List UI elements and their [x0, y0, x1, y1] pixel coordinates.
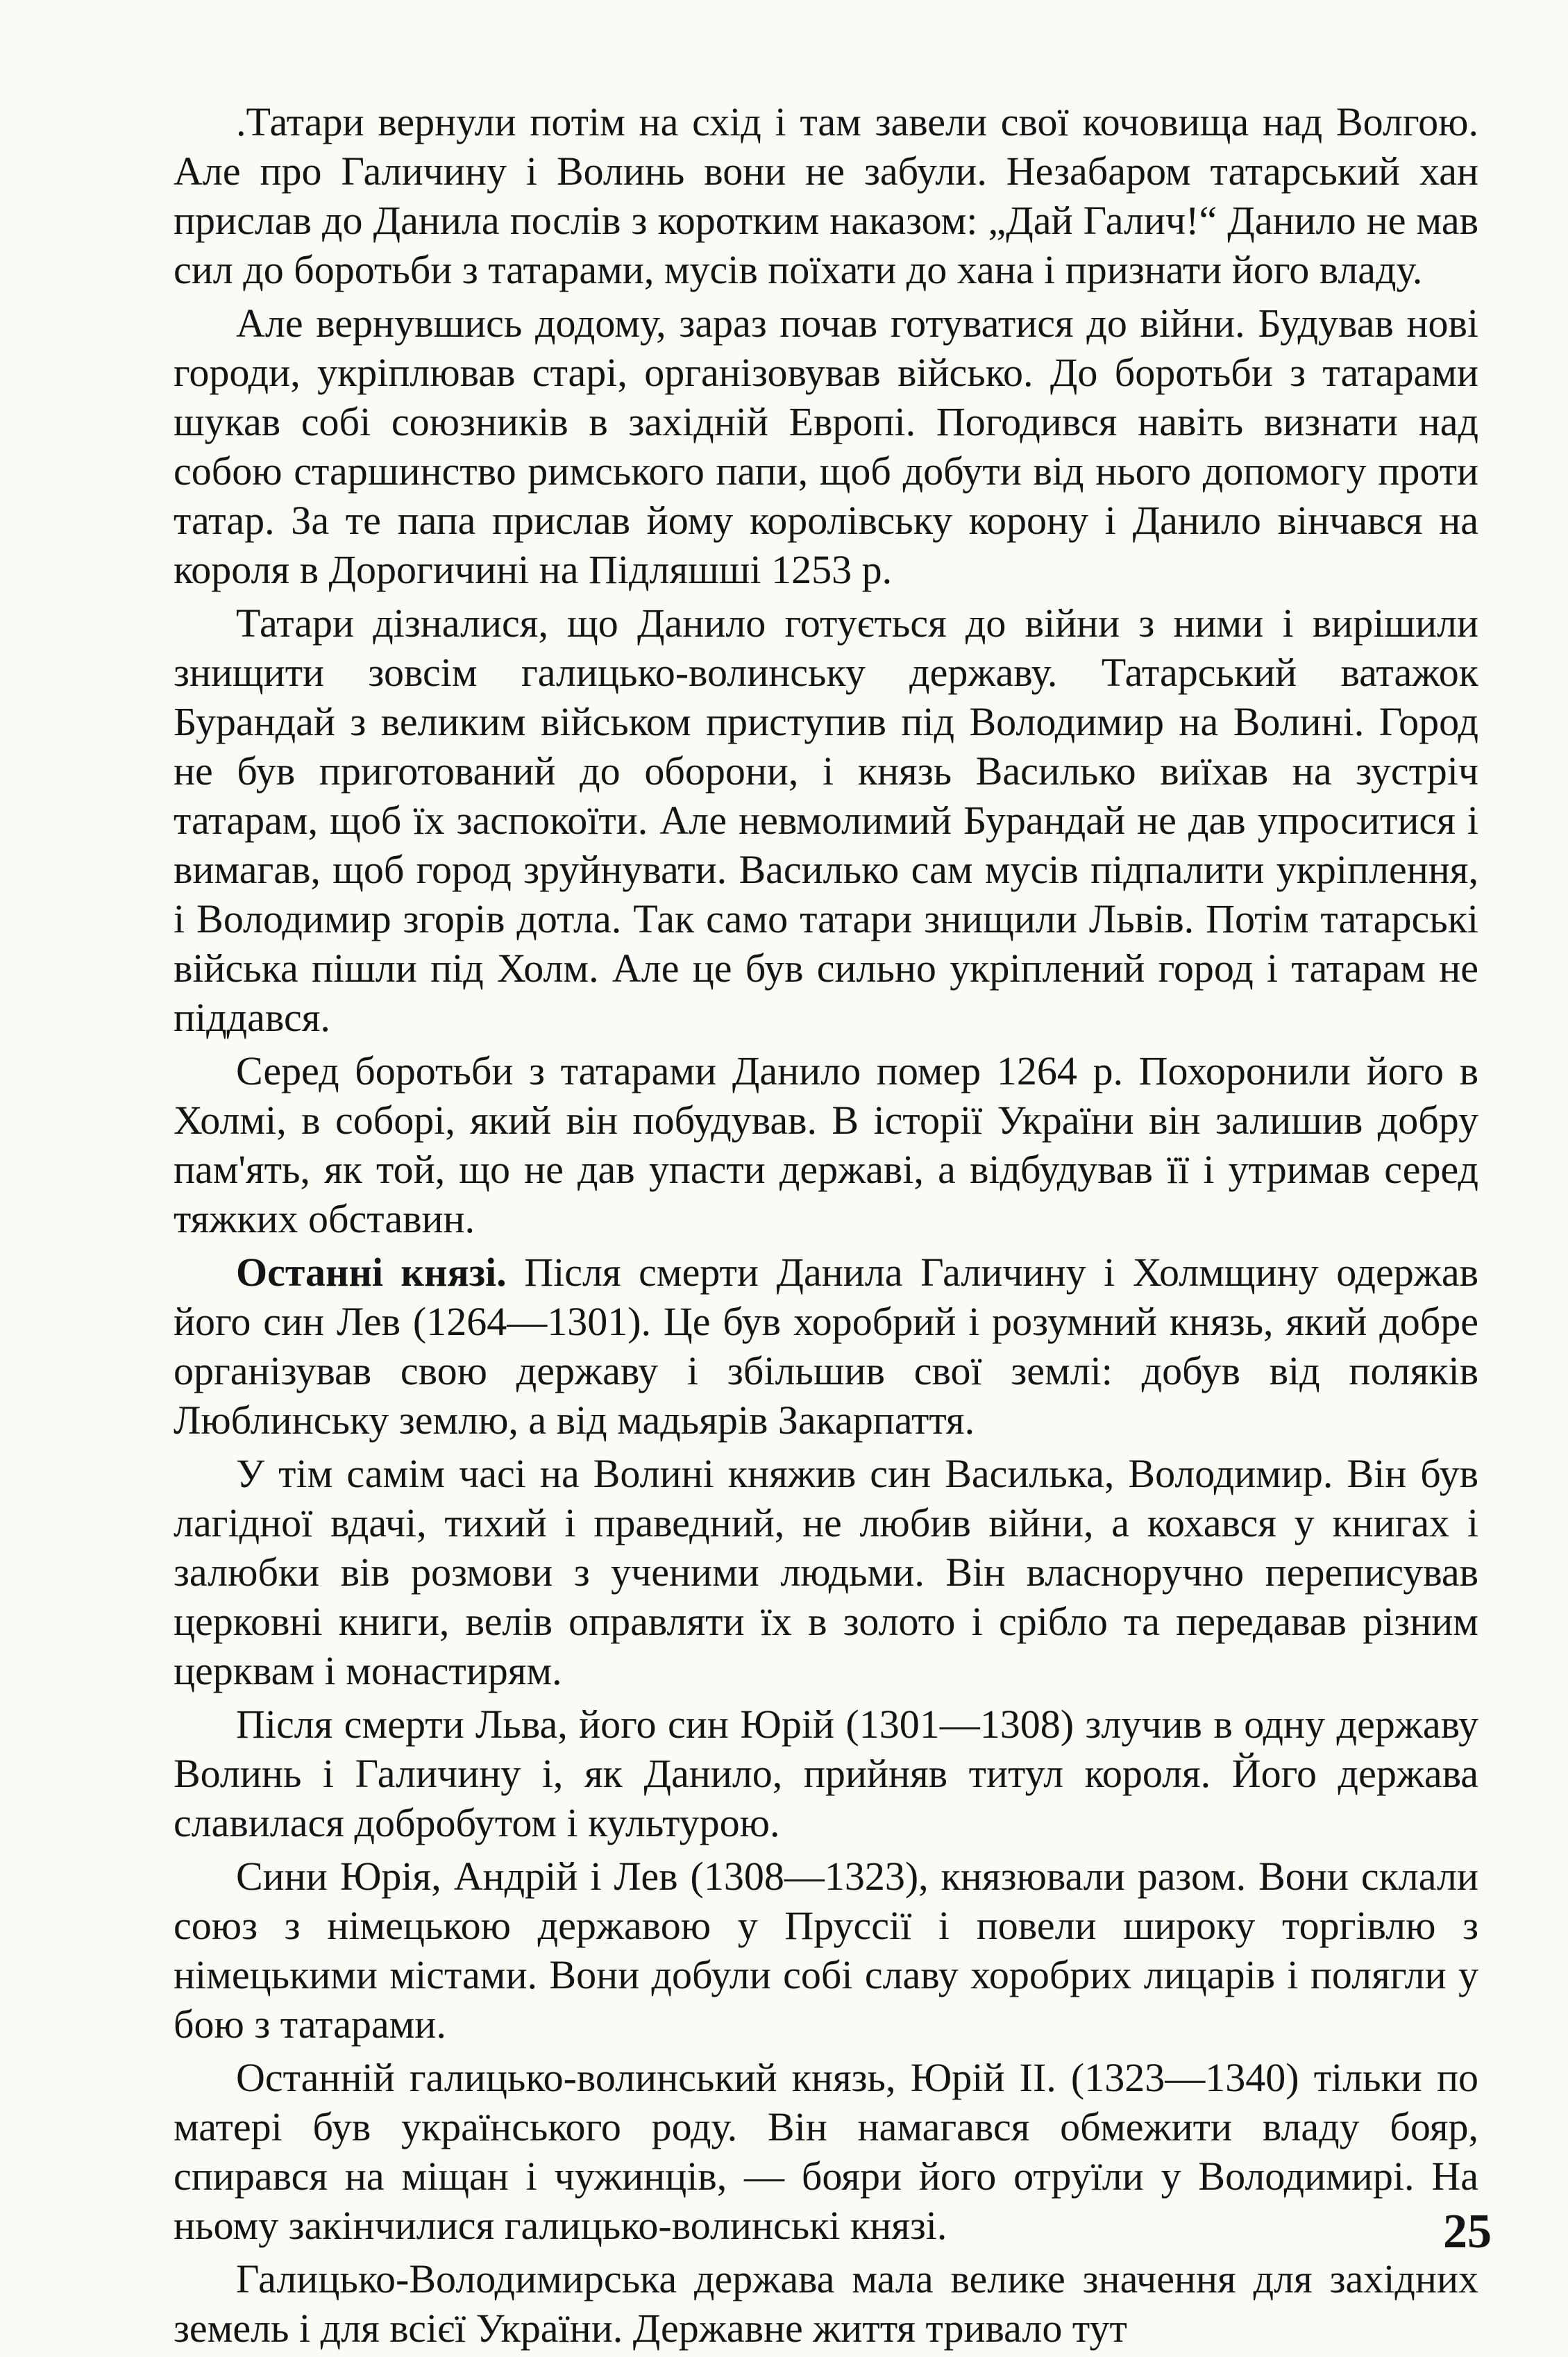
paragraph: У тім самім часі на Волині княжив син Василька, Володимир. Він був лагідної вдачі, тихий і праведний, не любив війни, а кохався у книгах і залюбки вів розмови з ученими людьми. Він власноручно переписував церковні книги, велів оправляти їх в золото і срібло та передавав різним церквам і монастирям.	[174, 1451, 1478, 1693]
paragraph: Сини Юрія, Андрій і Лев (1308—1323), князювали разом. Вони склали союз з німецькою державою у Пруссії і повели широку торгівлю з німецькими містами. Вони добули собі славу хоробрих лицарів і полягли у бою з татарами.	[174, 1854, 1478, 2047]
page-number: 25	[1443, 2205, 1492, 2258]
body-text	[174, 97, 1478, 2357]
paragraph: Серед боротьби з татарами Данило помер 1264 р. Похоронили його в Холмі, в соборі, який він побудував. В історії України він залишив добру пам'ять, як той, що не дав упасти державі, а відбудував її і утримав серед тяжких обставин.	[174, 1048, 1478, 1241]
paragraph: Останній галицько-волинський князь, Юрій II. (1323—1340) тільки по матері був українського роду. Він намагався обмежити владу бояр, спирався на міщан і чужинців, — бояри його отруїли у Володимирі. На ньому закінчилися галицько-волинські князі.	[174, 2055, 1478, 2248]
section-heading: Останні князі.	[236, 1250, 507, 1295]
paragraph: Але вернувшись додому, зараз почав готуватися до війни. Будував нові городи, укріплював старі, організовував військо. До боротьби з татарами шукав собі союзників в західній Европі. Погодився навіть визнати над собою старшинство римського папи, щоб добути від нього допомогу проти татар. За те папа прислав йому королівську корону і Данило вінчався на короля в Дорогичині на Підляшші 1253 р.	[174, 301, 1478, 592]
paragraph-section-last-princes: Останні князі. Після смерти Данила Галичину і Холмщину одержав його син Лев (1264—1301). Це був хоробрий і розумний князь, який добре організував свою державу і збільшив свої землі: добув від поляків Люблинську землю, а від мадьярів Закарпаття.	[174, 1250, 1478, 1443]
paragraph: Галицько-Володимирська держава мала велике значення для західних земель і для всієї України. Державне життя тривало тут	[174, 2256, 1478, 2351]
paragraph: .Татари вернули потім на схід і там завели свої кочовища над Волгою. Але про Галичину і Волинь вони не забули. Незабаром татарський хан прислав до Данила послів з коротким наказом: „Дай Галич!“ Данило не мав сил до боротьби з татарами, мусів поїхати до хана і признати його владу.	[174, 99, 1478, 292]
paragraph: Татари дізналися, що Данило готується до війни з ними і вирішили знищити зовсім галицько-волинську державу. Татарський ватажок Бурандай з великим військом приступив під Володимир на Волині. Город не був приготований до оборони, і князь Василько виїхав на зустріч татарам, щоб їх заспокоїти. Але невмолимий Бурандай не дав упроситися і вимагав, щоб город зруйнувати. Василько сам мусів підпалити укріплення, і Володимир згорів дотла. Так само татари знищили Львів. Потім татарські війська пішли під Холм. Але це був сильно укріплений город і татарам не піддався.	[174, 601, 1478, 1040]
paragraph: Після смерти Льва, його син Юрій (1301—1308) злучив в одну державу Волинь і Галичину і, як Данило, прийняв титул короля. Його держава славилася добробутом і культурою.	[174, 1702, 1478, 1845]
